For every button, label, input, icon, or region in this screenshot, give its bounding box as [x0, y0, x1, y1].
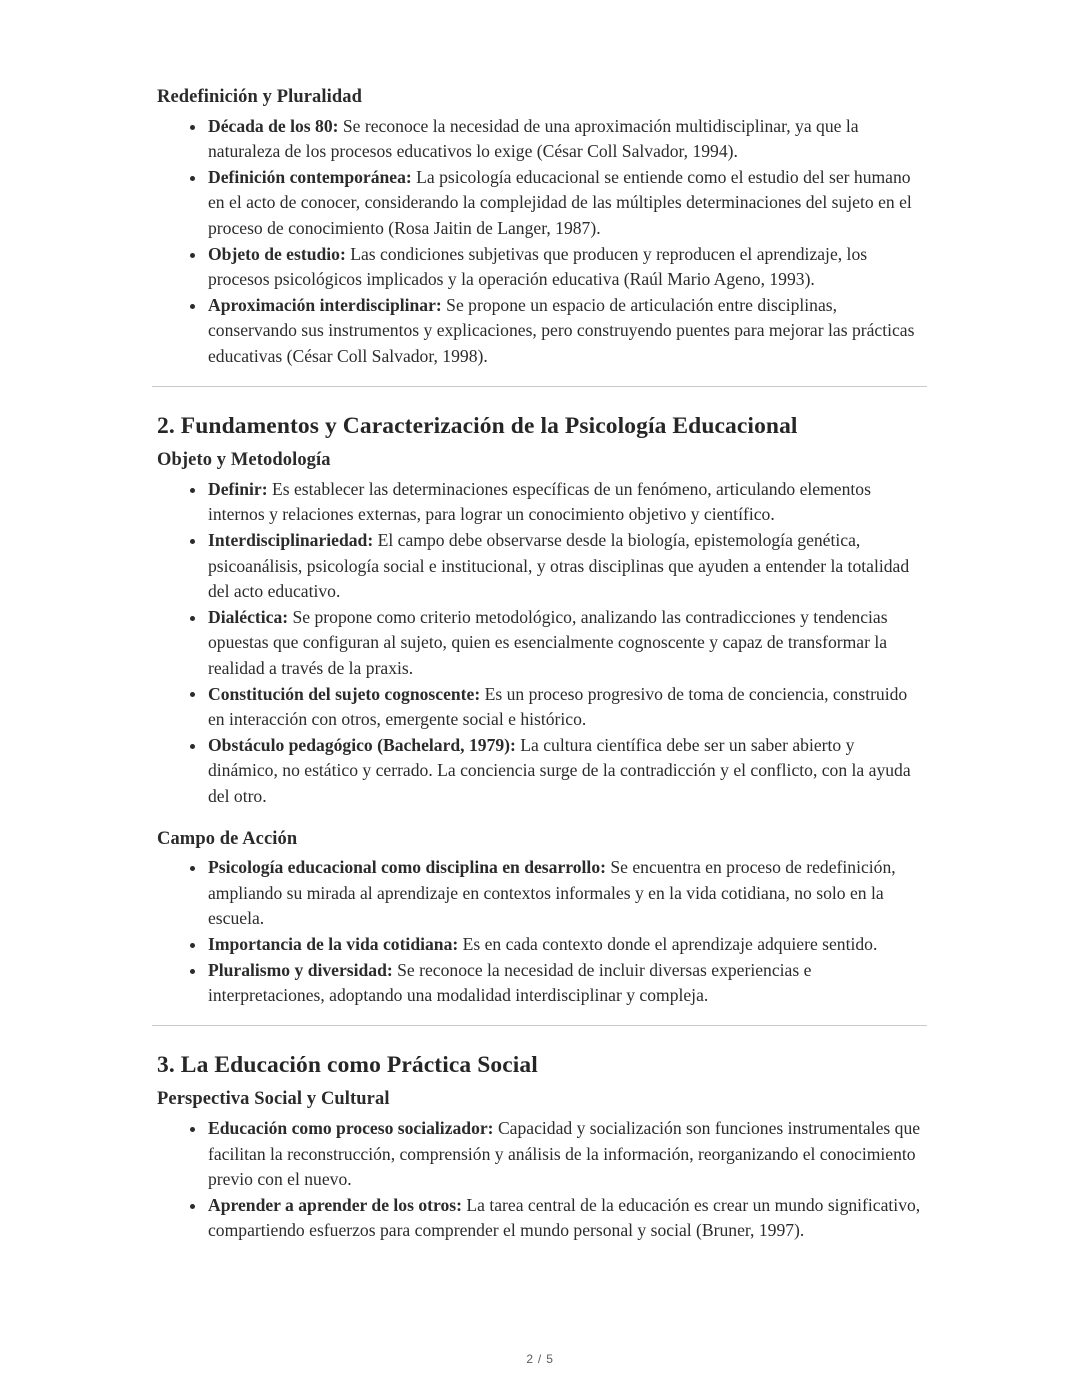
list-item-lead: Psicología educacional como disciplina en desarrollo: [208, 857, 606, 878]
bullet-icon [190, 616, 195, 621]
bullet-icon [190, 539, 195, 544]
bullet-icon [190, 304, 195, 309]
bullet-icon [190, 1127, 195, 1132]
list-item-body: Se propone como criterio metodológico, analizando las contradicciones y tendencias opuestas que configuran al sujeto, quien es esencialmente cognoscente y capaz de transformar la realidad a través de la praxis. [208, 606, 888, 678]
list-item [157, 605, 928, 682]
subheading-objeto-y-metodologia: Objeto y Metodología [157, 450, 331, 471]
bullet-icon [190, 692, 195, 697]
list-item-body: Se propone un espacio de articulación entre disciplinas, conservando sus instrumentos y explicaciones, pero construyendo puentes para mejorar las prácticas educativas (César Coll Salvador, 1998). [208, 294, 915, 367]
bullet-icon [190, 125, 195, 130]
list-item-lead: Interdisciplinariedad: [208, 530, 374, 551]
spacer [157, 370, 928, 386]
list-item-lead: Aprender a aprender de los otros: [208, 1194, 462, 1215]
list-item [157, 958, 928, 1009]
list-item-body: Se reconoce la necesidad de incluir diversas experiencias e interpretaciones, adoptando una modalidad interdisciplinar y compleja. [208, 959, 812, 1006]
list-item [157, 165, 928, 242]
spacer [157, 387, 928, 411]
list-item-lead: Educación como proceso socializador: [208, 1118, 494, 1138]
list-item-lead: Objeto de estudio: [208, 243, 346, 264]
subheading-redefinicion-y-pluralidad: Redefinición y Pluralidad [157, 87, 362, 107]
list-item-body: Se encuentra en proceso de redefinición, ampliando su mirada al aprendizaje en contextos informales y en la vida cotidiana, no solo en la escuela. [208, 857, 896, 929]
list-item-body: La tarea central de la educación es crear un mundo significativo, compartiendo esfuerzos para comprender el mundo personal y social (Bruner, 1997). [208, 1194, 921, 1241]
bullet-icon [190, 744, 195, 749]
list-item-body: Es establecer las determinaciones específicas de un fenómeno, articulando elementos internos y relaciones externas, para lograr un conocimiento objetivo y científico. [208, 478, 871, 525]
subheading-perspectiva-social-y-cultural: Perspectiva Social y Cultural [157, 1089, 390, 1110]
list-item-body: Es un proceso progresivo de toma de conciencia, construido en interacción con otros, emergente social e histórico. [208, 683, 908, 730]
list-item-lead: Aproximación interdisciplinar: [208, 294, 442, 315]
bullet-icon [190, 488, 195, 493]
list-item-lead: Importancia de la vida cotidiana: [208, 934, 459, 954]
bullet-icon [190, 253, 195, 258]
list-item [157, 1116, 928, 1193]
list-item-lead: Definir: [208, 478, 268, 499]
list-item [157, 682, 928, 733]
list-redefinicion-y-pluralidad [157, 114, 928, 370]
list-item [157, 1193, 928, 1244]
list-campo-de-accion [157, 855, 928, 1009]
list-item-body: Capacidad y socialización son funciones instrumentales que facilitan la reconstrucción, comprensión y análisis de la información, reorganizando el conocimiento previo con el nuevo. [208, 1118, 921, 1190]
list-item-lead: Obstáculo pedagógico (Bachelard, 1979): [208, 734, 516, 755]
list-item-body: La cultura científica debe ser un saber abierto y dinámico, no estático y cerrado. La conciencia surge de la contradicción y el conflicto, con la ayuda del otro. [208, 734, 911, 806]
list-item [157, 855, 928, 932]
spacer [157, 1026, 928, 1050]
list-objeto-y-metodologia [157, 477, 928, 810]
spacer [157, 1009, 928, 1025]
list-perspectiva-social-y-cultural [157, 1116, 928, 1244]
list-item [157, 477, 928, 528]
spacer [157, 810, 928, 828]
list-item [157, 528, 928, 605]
bullet-icon [190, 943, 195, 948]
bullet-icon [190, 866, 195, 871]
page-number-footer: 2 / 5 [526, 1352, 554, 1366]
list-item-body: Se reconoce la necesidad de una aproximación multidisciplinar, ya que la naturaleza de los procesos educativos lo exige (César Coll Salvador, 1994). [208, 115, 859, 162]
list-item [157, 293, 928, 370]
bullet-icon [190, 176, 195, 181]
list-item [157, 242, 928, 293]
bullet-icon [190, 1204, 195, 1209]
list-item-body: El campo debe observarse desde la biología, epistemología genética, psicoanálisis, psicología social e institucional, y otras disciplinas que ayuden a entender la totalidad del acto educativo. [208, 530, 910, 602]
section-heading-2: 2. Fundamentos y Caracterización de la Psicología Educacional [157, 412, 798, 439]
list-item-body: La psicología educacional se entiende como el estudio del ser humano en el acto de conocer, considerando la complejidad de las múltiples determinaciones del sujeto en el proceso de conocimiento (Rosa Jaitin de Langer, 1987). [208, 166, 912, 239]
list-item [157, 733, 928, 810]
list-item-lead: Pluralismo y diversidad: [208, 959, 393, 980]
list-item [157, 932, 928, 958]
list-item-body: Es en cada contexto donde el aprendizaje adquiere sentido. [458, 934, 878, 954]
bullet-icon [190, 969, 195, 974]
list-item-lead: Constitución del sujeto cognoscente: [208, 683, 481, 704]
list-item-lead: Década de los 80: [208, 115, 339, 136]
list-item-lead: Dialéctica: [208, 606, 289, 627]
list-item [157, 114, 928, 165]
section-heading-3: 3. La Educación como Práctica Social [157, 1051, 538, 1078]
subheading-campo-de-accion: Campo de Acción [157, 828, 298, 849]
list-item-lead: Definición contemporánea: [208, 166, 412, 187]
list-item-body: Las condiciones subjetivas que producen y reproducen el aprendizaje, los procesos psicológicos implicados y la operación educativa (Raúl Mario Ageno, 1993). [208, 243, 868, 290]
